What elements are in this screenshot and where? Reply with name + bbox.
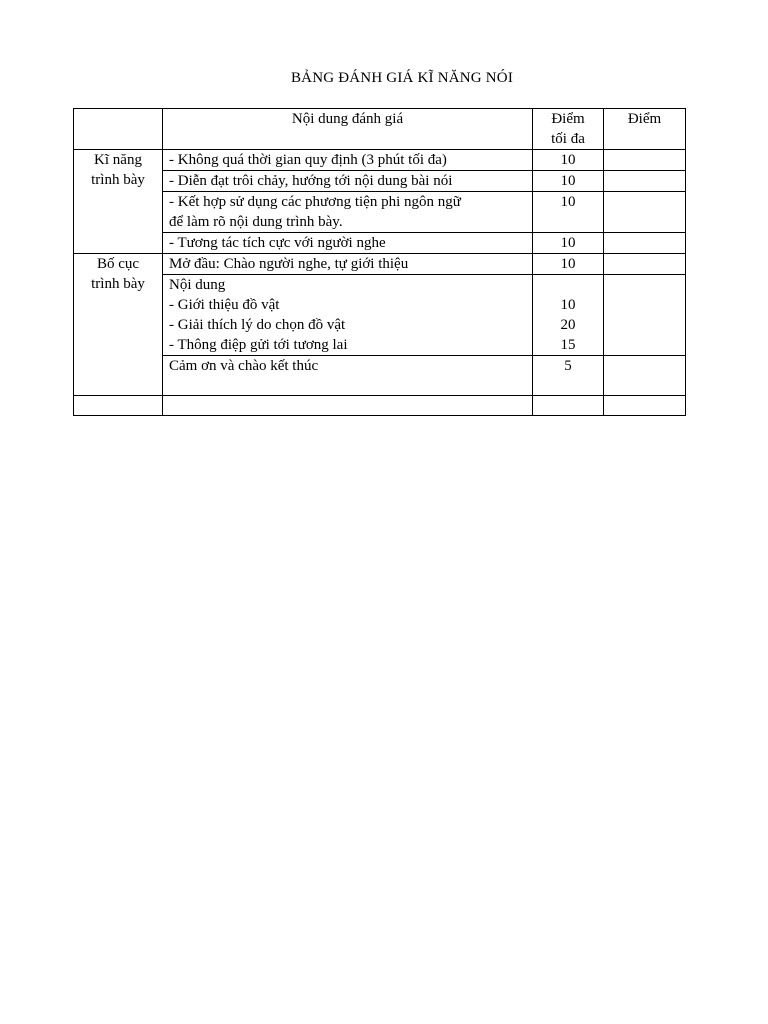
max-score-cell: 10 (533, 150, 604, 171)
header-max-score-line1: Điểm (551, 111, 585, 127)
table-row (74, 233, 686, 254)
table-row (74, 171, 686, 192)
group-label-skill (74, 150, 163, 254)
criterion-line: để làm rõ nội dung trình bày. (169, 214, 343, 230)
criterion-cell: Mở đầu: Chào người nghe, tự giới thiệu (163, 254, 533, 275)
group-label-line1: Kĩ năng (94, 152, 142, 168)
header-max-score-cell (533, 109, 604, 150)
table-row (74, 150, 686, 171)
empty-cell (163, 396, 533, 416)
group-label-line1: Bố cục (96, 256, 140, 272)
max-score-cell: 10 (533, 233, 604, 254)
score-cell[interactable] (604, 233, 686, 254)
table-row-empty (74, 396, 686, 416)
score-cell[interactable] (604, 192, 686, 233)
table-row (74, 356, 686, 396)
max-score-spacer (539, 275, 597, 295)
score-cell[interactable] (604, 150, 686, 171)
criterion-line: - Giới thiệu đồ vật (169, 297, 280, 313)
score-cell[interactable] (604, 254, 686, 275)
criterion-line: - Thông điệp gửi tới tương lai (169, 337, 348, 353)
criterion-cell (163, 275, 533, 356)
criterion-cell (163, 192, 533, 233)
page-title: BẢNG ĐÁNH GIÁ KĨ NĂNG NÓI (290, 70, 514, 86)
criterion-line: Nội dung (169, 277, 226, 293)
criterion-cell: - Diễn đạt trôi chảy, hướng tới nội dung bài nói (163, 171, 533, 192)
max-score-cell: 10 (533, 192, 604, 233)
max-score-line: 20 (560, 317, 576, 333)
header-score-cell: Điểm (604, 109, 686, 150)
criterion-line: - Giải thích lý do chọn đồ vật (169, 317, 346, 333)
criterion-cell: - Tương tác tích cực với người nghe (163, 233, 533, 254)
header-content-cell: Nội dung đánh giá (163, 109, 533, 150)
header-skill-cell (74, 109, 163, 150)
table-row (74, 275, 686, 356)
group-label-line2: trình bày (91, 172, 145, 188)
score-cell[interactable] (604, 275, 686, 356)
table-row (74, 254, 686, 275)
max-score-cell: 10 (533, 254, 604, 275)
criterion-line: - Kết hợp sử dụng các phương tiện phi ngôn ngữ (169, 194, 461, 210)
evaluation-table (73, 108, 686, 416)
group-label-line2: trình bày (91, 276, 145, 292)
criterion-cell: Cảm ơn và chào kết thúc (163, 356, 533, 396)
table-header-row (74, 109, 686, 150)
max-score-cell: 5 (533, 356, 604, 396)
empty-cell (533, 396, 604, 416)
max-score-cell: 10 (533, 171, 604, 192)
max-score-line: 10 (560, 297, 576, 313)
group-label-structure (74, 254, 163, 396)
score-cell[interactable] (604, 171, 686, 192)
header-max-score-line2: tối đa (551, 131, 585, 147)
max-score-line: 15 (560, 337, 576, 353)
total-score-cell[interactable] (604, 396, 686, 416)
empty-cell (74, 396, 163, 416)
criterion-cell: - Không quá thời gian quy định (3 phút tối đa) (163, 150, 533, 171)
table-row (74, 192, 686, 233)
score-cell[interactable] (604, 356, 686, 396)
max-score-cell (533, 275, 604, 356)
